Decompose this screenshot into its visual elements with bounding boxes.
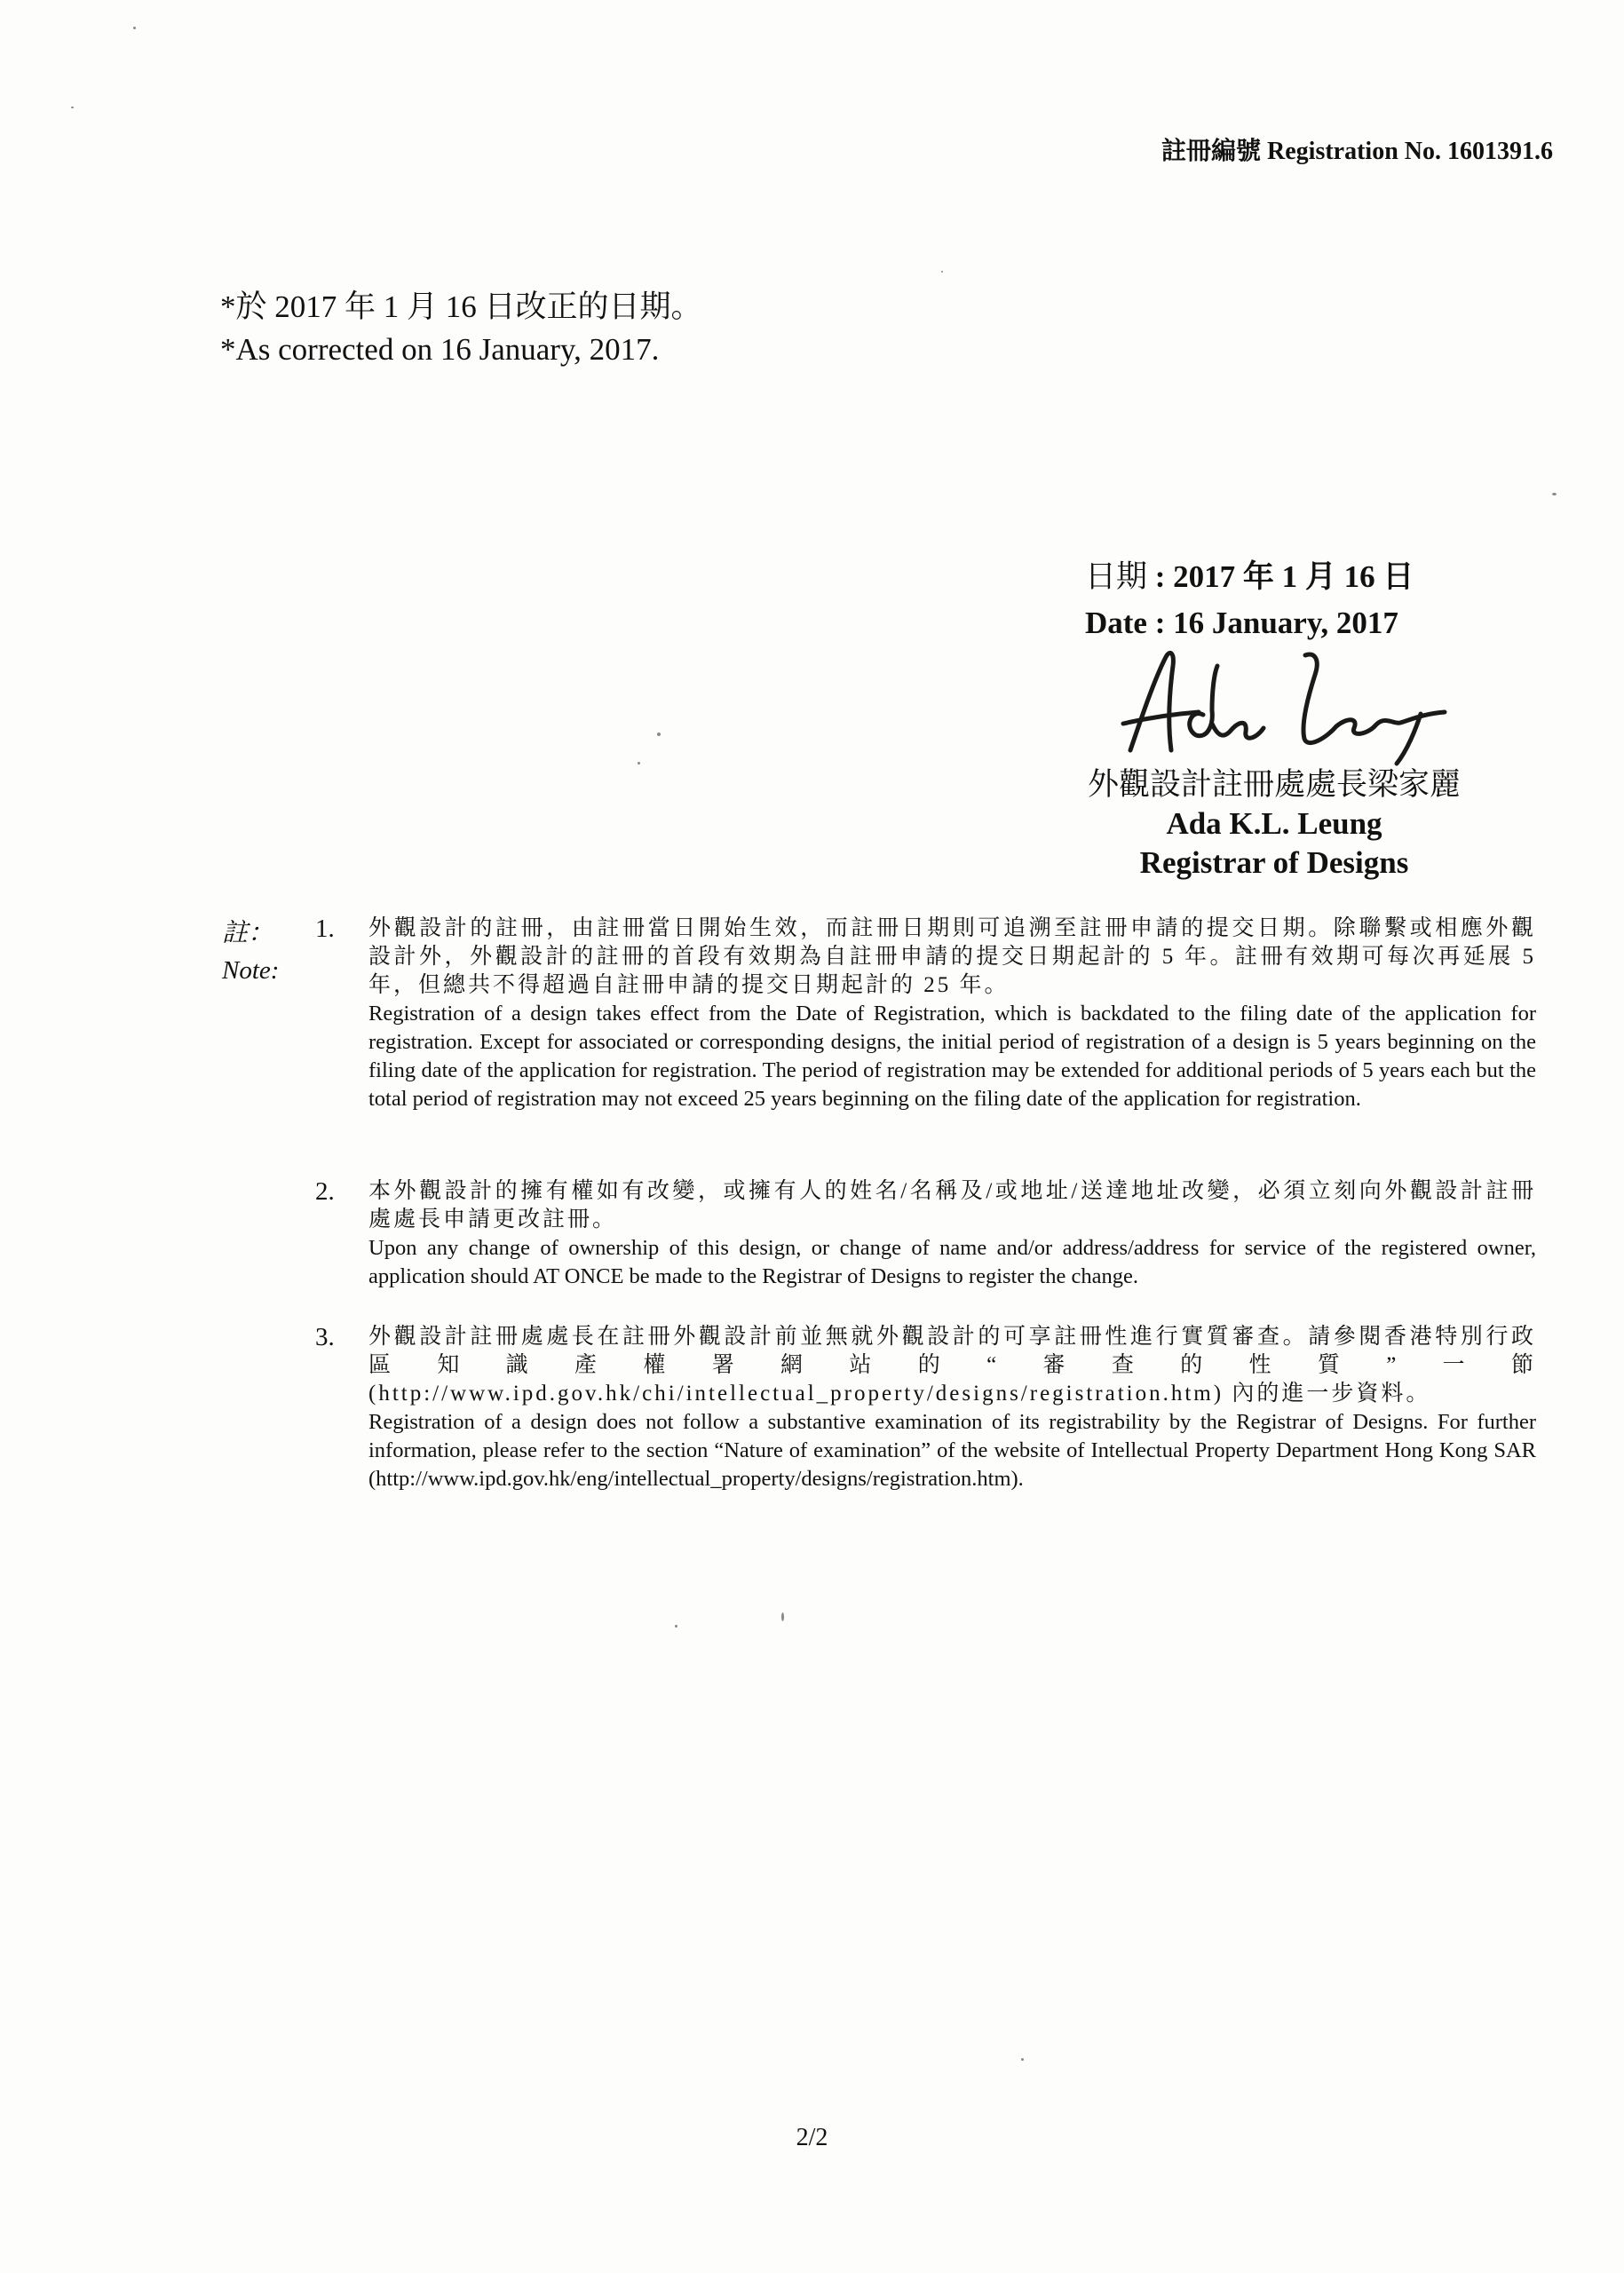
registration-number-label-zh: 註冊編號 [1161,138,1262,165]
signature-stroke-a [1130,653,1173,750]
note-text-en: Registration of a design takes effect from the Date of Registration, which is backdated to the filing date of the application for registration. Except for associated or corresponding designs, the initial period of registration of a design is 5 years beginning on the filing date of the application for registration. The period of registration may be extended for additional periods of 5 years each but the total period of registration may not exceed 25 years beginning on the filing date of the application for registration. [368,1002,1536,1111]
correction-note [220,286,702,371]
date-zh-label: 日期 [1085,559,1148,594]
correction-note-en: *As corrected on 16 January, 2017. [220,332,660,367]
note-item [315,1323,1536,1493]
scan-speck [1021,2058,1024,2061]
notes-label [222,915,279,989]
signature-stroke-da [1190,666,1264,738]
note-text-zh: 本外觀設計的擁有權如有改變，或擁有人的姓名/名稱及/或地址/送達地址改變，必須立刻向外觀設計註冊處處長申請更改註冊。 [368,1179,1536,1232]
signature-stroke-l [1303,654,1336,743]
scan-speck [781,1612,784,1621]
signature [1114,639,1470,768]
date-en: Date : 16 January, 2017 [1085,606,1398,640]
date-block [1085,554,1467,646]
note-number: 1. [315,915,335,943]
note-item [315,915,1536,1113]
registrar-block [1057,765,1492,883]
note-item [315,1177,1536,1291]
registrar-name: Ada K.L. Leung [1166,806,1382,841]
date-zh-value: : 2017 年 1 月 16 日 [1154,559,1414,594]
correction-note-zh: *於 2017 年 1 月 16 日改正的日期。 [220,289,702,324]
registrar-title: Registrar of Designs [1139,845,1409,880]
registrar-title-zh: 外觀設計註冊處處長梁家麗 [1087,767,1461,802]
date-zh [1085,554,1467,600]
notes-label-zh: 註： [222,919,274,947]
scan-speck [1552,493,1557,495]
scan-speck [133,27,136,29]
note-text-zh: 外觀設計的註冊，由註冊當日開始生效，而註冊日期則可追溯至註冊申請的提交日期。除聯繫或相應外觀設計外，外觀設計的註冊的首段有效期為自註冊申請的提交日期起計的 5 年。註冊有效期可每次再延展 5 年，但總共不得超過自註冊申請的提交日期起計的 25 年。 [368,916,1536,997]
notes-label-en: Note: [222,956,280,985]
note-text-en: Upon any change of ownership of this design, or change of name and/or address/address for service of the registered owner, application should AT ONCE be made to the Registrar of Designs to register the change. [368,1236,1536,1288]
registration-number-value: Registration No. 1601391.6 [1267,138,1553,165]
scan-speck [675,1625,677,1628]
note-text-zh: 外觀設計註冊處處長在註冊外觀設計前並無就外觀設計的可享註冊性進行實質審查。請參閱香港特別行政區知識產權署網站的“審查的性質”一節 (http://www.ipd.gov.hk/chi/intellectual_property/designs/registration.htm) 內的進一步資料。 [368,1325,1536,1406]
note-number: 2. [315,1177,335,1206]
scan-speck [638,762,640,764]
registration-number [1161,131,1553,167]
scan-speck [941,271,943,273]
signature-stroke-a-bar [1123,712,1199,724]
note-number: 3. [315,1323,335,1351]
signature-stroke-eung [1336,712,1445,764]
scan-speck [71,107,74,108]
scan-speck [657,733,661,736]
note-text-en: Registration of a design does not follow a substantive examination of its registrability by the Registrar of Designs. For further information, please refer to the section “Nature of examination” of the website of Intellectual Property Department Hong Kong SAR (http://www.ipd.gov.hk/eng/intellectual_property/designs/registration.htm). [368,1410,1536,1491]
page-number: 2/2 [796,2124,828,2151]
